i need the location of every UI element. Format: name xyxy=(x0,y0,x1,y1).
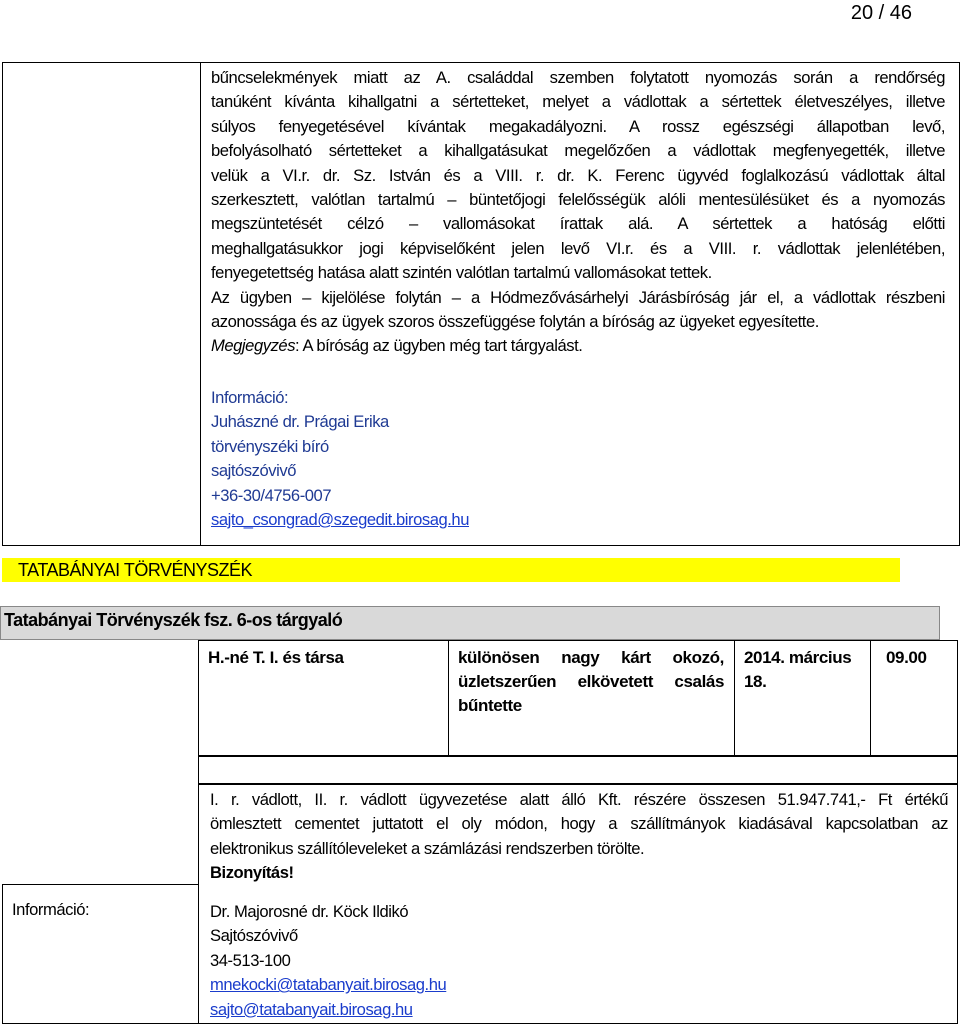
case1-line: fenyegetettség hatása alatt szintén valótlan tartalmú vallomásokat tettek. xyxy=(211,263,712,283)
contact-title: törvényszéki bíró xyxy=(211,436,329,456)
case1-line: megszüntetését célzó – vallomásokat írattak alá. A sértettek a hatóság előtti xyxy=(211,214,945,234)
case1-line: azonossága és az ügyek szoros összefüggése folytán a bíróság az ügyeket egyesítette. xyxy=(211,312,819,332)
contact-name: Juhászné dr. Prágai Erika xyxy=(211,412,389,432)
case1-line: meghallgatásukkor jogi képviselőként jelen levő VI.r. és a VIII. r. vádlottak jelenlétében, xyxy=(211,238,945,258)
court-heading: TATABÁNYAI TÖRVÉNYSZÉK xyxy=(18,560,253,580)
contact-email-link[interactable]: sajto@tatabanyait.birosag.hu xyxy=(210,999,413,1019)
case1-line: tanúként kívánta kihallgatni a sértetteket, melyet a vádlottak a sértettek életveszélyes, illetve xyxy=(211,92,945,112)
case2-line: ömlesztett cementet juttatott el oly módon, hogy a szállítmányok kiadásával kapcsolatban az xyxy=(210,814,948,834)
contact-role: Sajtószóvivő xyxy=(210,926,298,946)
cell-divider xyxy=(734,640,735,756)
spacer-row xyxy=(198,756,958,784)
note-text: : A bíróság az ügyben még tart tárgyalást. xyxy=(295,336,583,356)
contact-phone: +36-30/4756-007 xyxy=(211,485,332,505)
info-label: Információ: xyxy=(211,388,289,407)
case1-description xyxy=(211,66,945,359)
case1-note xyxy=(211,334,945,358)
case1-line: Az ügyben – kijelölése folytán – a Hódmezővásárhelyi Járásbíróság jár el, a vádlottak részbeni xyxy=(211,287,945,307)
case2-description xyxy=(210,788,948,886)
offense-cell: különösen nagy kárt okozó, üzletszerűen elkövetett csalás bűntette xyxy=(458,648,724,715)
cell-divider xyxy=(448,640,449,756)
contact-email-link[interactable]: sajto_csongrad@szegedit.birosag.hu xyxy=(211,510,469,530)
contact-name: Dr. Majorosné dr. Köck Ildikó xyxy=(210,902,409,921)
case1-left-margin-frame xyxy=(2,62,201,546)
case1-line: szerkesztett, valótlan tartalmú – büntetőjogi felelősségük alóli mentesülésüket és a nyomozás xyxy=(211,190,945,210)
case1-line: bűncselekmények miatt az A. családdal szemben folytatott nyomozás során a rendőrség xyxy=(211,68,945,87)
date-cell: 2014. március 18. xyxy=(744,648,852,691)
case1-line: velük a VI.r. dr. Sz. István és a VIII. r. dr. K. Ferenc ügyvéd foglalkozású vádlottak által xyxy=(211,165,945,185)
evidence-label: Bizonyítás! xyxy=(210,863,294,883)
case2-line: I. r. vádlott, II. r. vádlott ügyvezetése alatt álló Kft. részére összesen 51.947.741,- Ft értékű xyxy=(210,790,948,809)
case2-contact xyxy=(210,900,710,1022)
defendant-cell: H.-né T. I. és társa xyxy=(208,648,344,667)
venue-label: Tatabányai Törvényszék fsz. 6-os tárgyaló xyxy=(4,610,343,630)
contact-role: sajtószóvivő xyxy=(211,461,296,481)
contact-email-link[interactable]: mnekocki@tatabanyait.birosag.hu xyxy=(210,975,447,995)
contact-phone: 34-513-100 xyxy=(210,950,291,970)
case2-line: elektronikus szállítóleveleket a számlázási rendszerben törölte. xyxy=(210,838,645,858)
case2-info-label: Információ: xyxy=(12,900,90,919)
case1-line: súlyos fenyegetésével kívántak megakadályozni. A rossz egészségi állapotban levő, xyxy=(211,116,945,136)
case1-line: befolyásolható sértetteket a kihallgatásukat megelőzően a vádlottak megfenyegették, illetve xyxy=(211,141,945,161)
time-cell: 09.00 xyxy=(886,648,927,667)
note-label: Megjegyzés xyxy=(211,336,296,356)
page-number: 20 / 46 xyxy=(850,2,912,24)
case1-contact xyxy=(211,386,711,532)
cell-divider xyxy=(870,640,871,756)
